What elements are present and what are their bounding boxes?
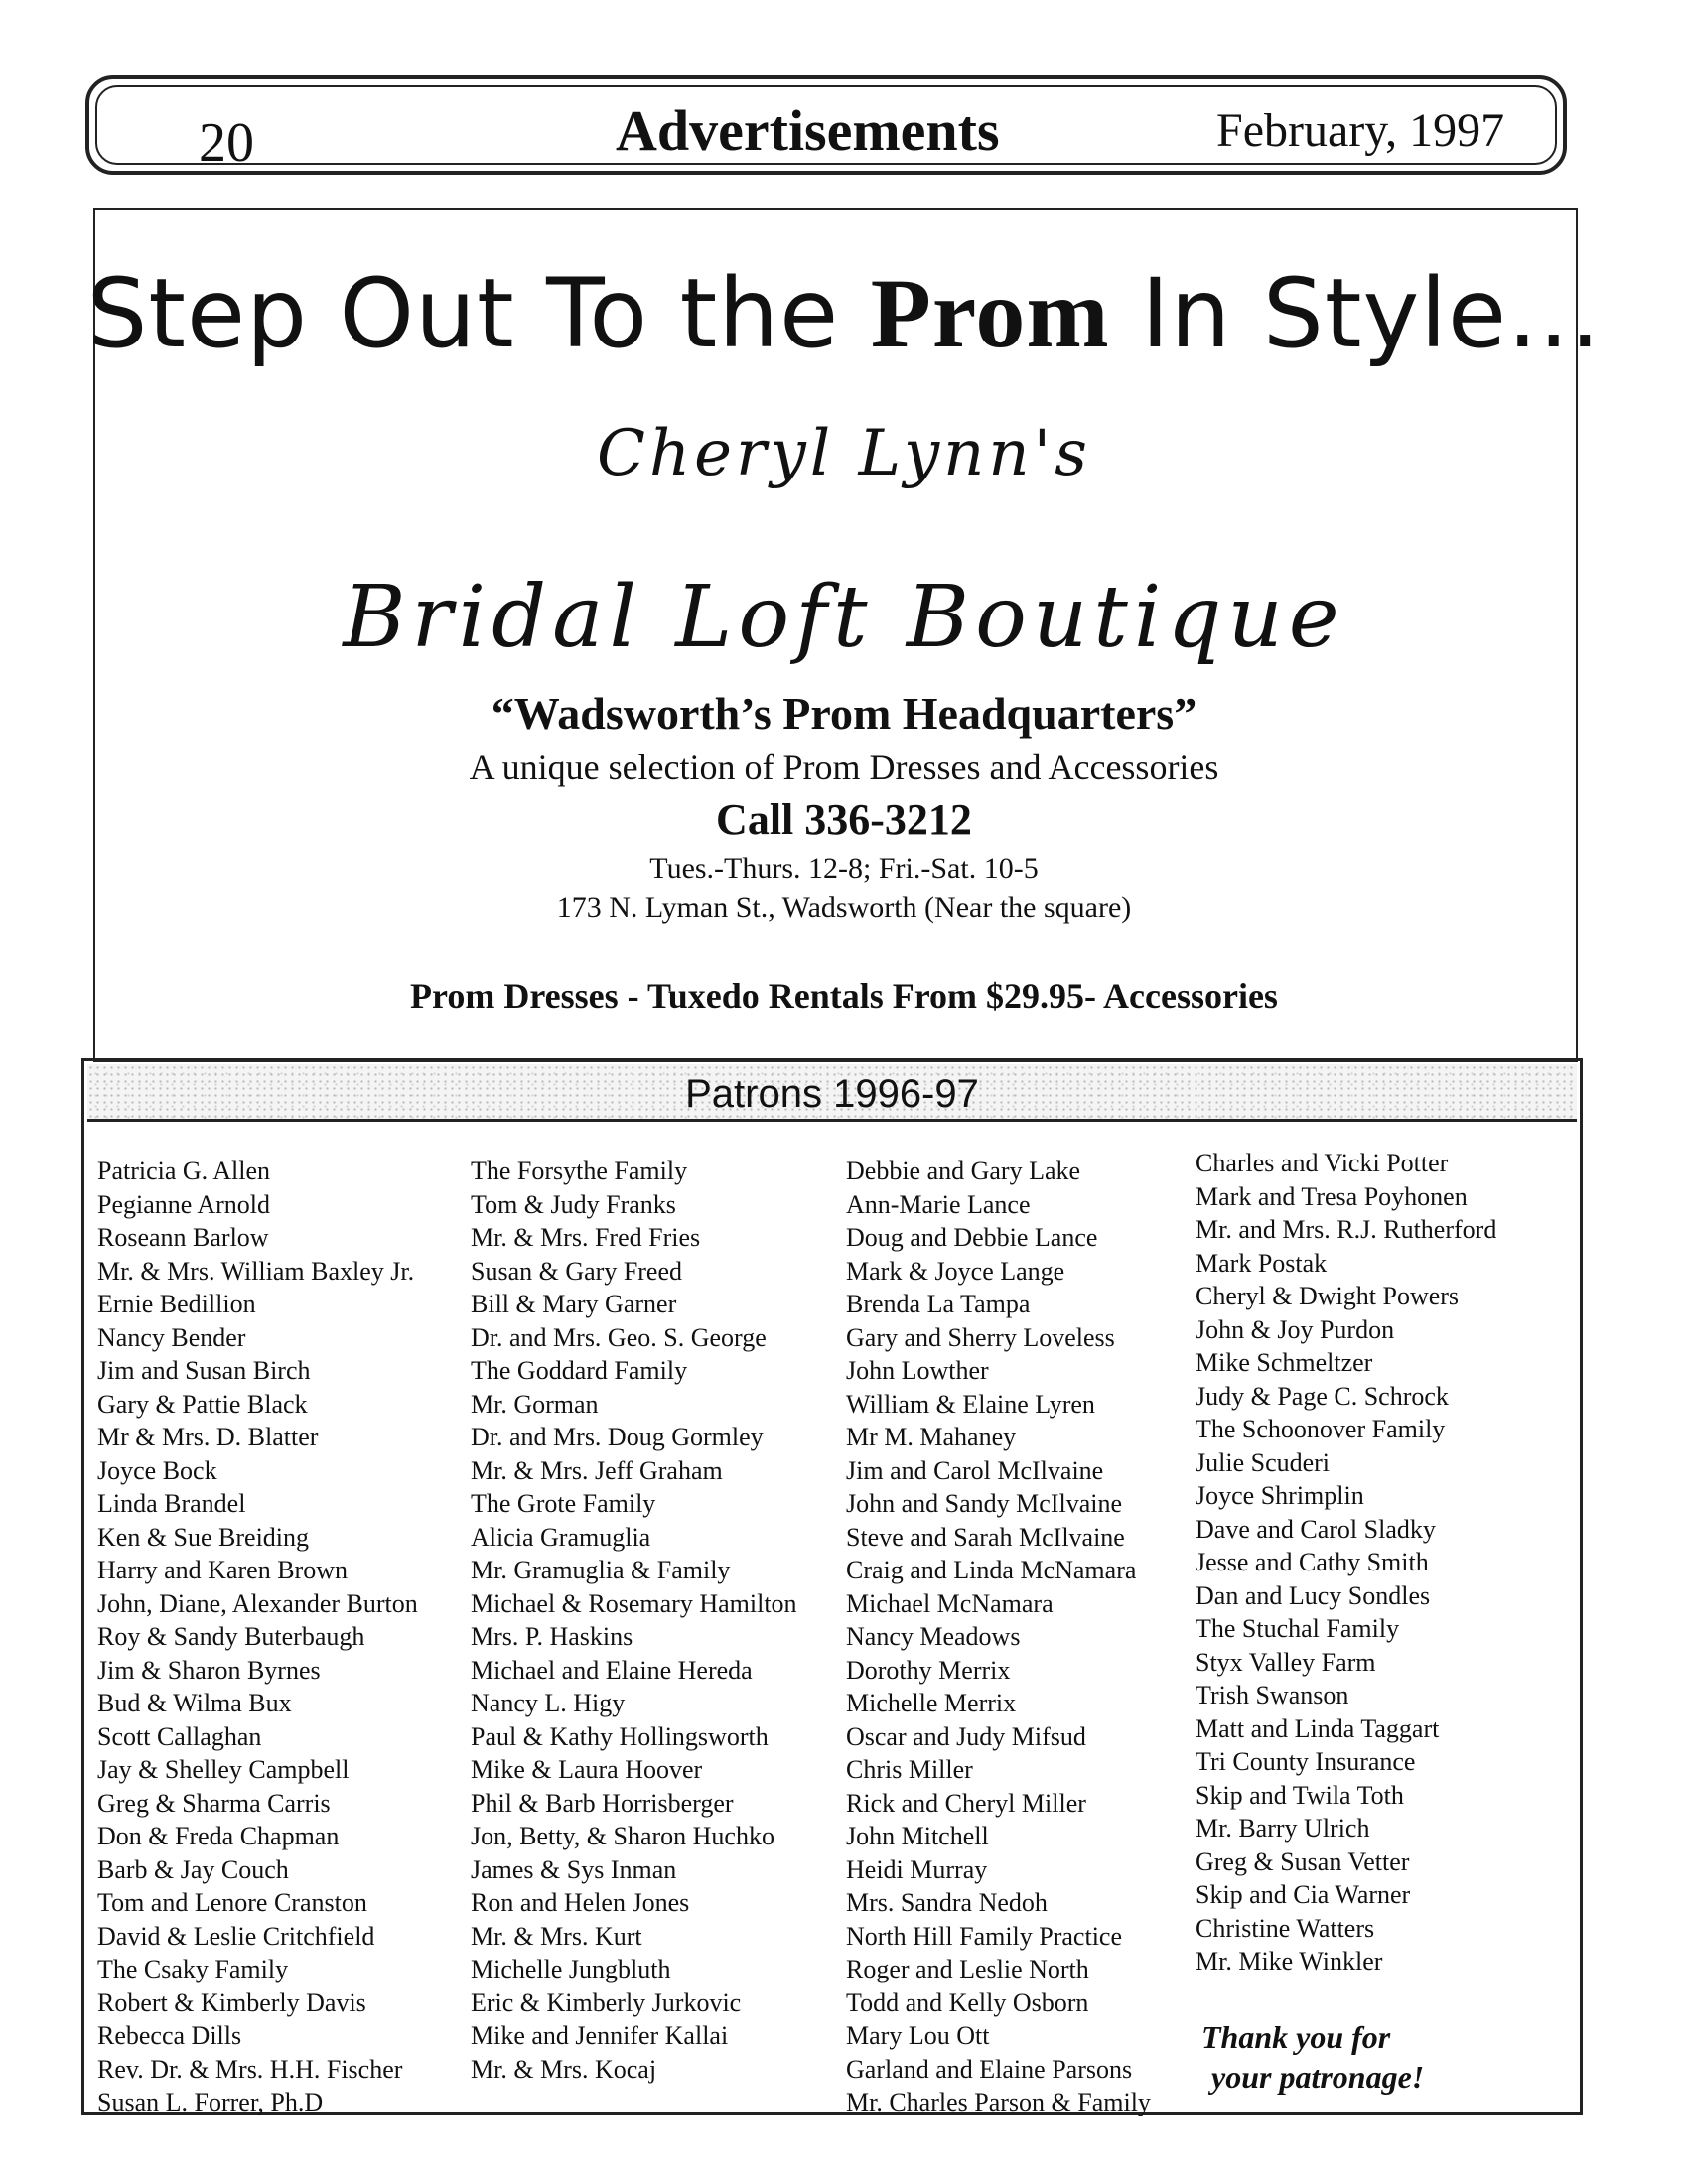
thank-you-line-2: your patronage!: [1211, 2059, 1425, 2095]
patron-name: Ron and Helen Jones: [471, 1888, 690, 1917]
patron-name: Dr. and Mrs. Geo. S. George: [471, 1322, 767, 1352]
patron-name: Mark Postak: [1196, 1248, 1328, 1278]
patron-name: Susan L. Forrer, Ph.D: [97, 2088, 324, 2116]
patron-name: Mr. & Mrs. Kurt: [471, 1921, 642, 1951]
patron-name: Mrs. P. Haskins: [471, 1622, 633, 1651]
ad-address: 173 N. Lyman St., Wadsworth (Near the square): [556, 891, 1132, 924]
patron-name: Dave and Carol Sladky: [1196, 1514, 1436, 1544]
patron-name: Don & Freda Chapman: [97, 1822, 340, 1850]
patron-name: Pegianne Arnold: [97, 1189, 271, 1219]
ad-phone: Call 336-3212: [716, 795, 972, 844]
patron-name: The Goddard Family: [471, 1356, 688, 1385]
patron-name: Greg & Sharma Carris: [97, 1788, 331, 1818]
ad-tagline: “Wadsworth’s Prom Headquarters”: [491, 688, 1197, 739]
patron-name: Nancy L. Higy: [471, 1689, 626, 1717]
patron-name: Mrs. Sandra Nedoh: [846, 1888, 1048, 1917]
patron-name: Skip and Cia Warner: [1196, 1880, 1411, 1909]
ad-hours: Tues.-Thurs. 12-8; Fri.-Sat. 10-5: [649, 852, 1039, 885]
patron-name: Greg & Susan Vetter: [1196, 1846, 1410, 1876]
patron-column-3: [846, 1155, 1151, 2119]
patron-name: Mr. & Mrs. Jeff Graham: [471, 1455, 723, 1485]
patron-column-1: [97, 1155, 418, 2119]
patron-name: Judy & Page C. Schrock: [1196, 1381, 1449, 1411]
patron-name: Roseann Barlow: [97, 1223, 269, 1252]
patron-name: Dorothy Merrix: [846, 1655, 1011, 1685]
patron-name: Paul & Kathy Hollingsworth: [471, 1721, 769, 1751]
patron-name: Tri County Insurance: [1196, 1747, 1416, 1776]
patron-name: Rick and Cheryl Miller: [846, 1788, 1086, 1818]
patron-name: North Hill Family Practice: [846, 1921, 1123, 1951]
patron-name: Roger and Leslie North: [846, 1955, 1089, 1983]
patron-name: Brenda La Tampa: [846, 1290, 1031, 1318]
patron-name: Skip and Twila Toth: [1196, 1780, 1404, 1810]
ad-headline-start: Step Out To the: [86, 258, 871, 369]
section-title: Advertisements: [616, 98, 1000, 163]
patron-name: Ken & Sue Breiding: [97, 1522, 310, 1552]
patron-name: Mr. Gramuglia & Family: [471, 1556, 731, 1584]
patron-name: Mr. and Mrs. R.J. Rutherford: [1196, 1215, 1497, 1244]
patron-name: Jim & Sharon Byrnes: [97, 1655, 321, 1685]
patron-name: John and Sandy McIlvaine: [846, 1489, 1123, 1518]
patron-name: Mark & Joyce Lange: [846, 1256, 1065, 1286]
patron-name: Harry and Karen Brown: [97, 1556, 348, 1584]
issue-date: February, 1997: [1216, 104, 1505, 157]
patron-name: Joyce Bock: [97, 1455, 217, 1485]
patron-name: Nancy Bender: [97, 1322, 246, 1352]
patron-name: Michael McNamara: [846, 1588, 1054, 1618]
patron-name: Mr. Mike Winkler: [1196, 1947, 1383, 1976]
patron-name: James & Sys Inman: [471, 1854, 677, 1884]
patron-name: The Grote Family: [471, 1489, 656, 1518]
patron-name: Heidi Murray: [846, 1854, 988, 1884]
patron-name: Rebecca Dills: [97, 2021, 242, 2050]
patron-name: John Mitchell: [846, 1822, 989, 1850]
patron-name: Debbie and Gary Lake: [846, 1157, 1081, 1185]
patron-name: Charles and Vicki Potter: [1196, 1149, 1449, 1177]
ad-headline-bold: Prom: [870, 258, 1110, 368]
patron-name: Michael & Rosemary Hamilton: [471, 1588, 797, 1618]
patron-name: Garland and Elaine Parsons: [846, 2054, 1133, 2084]
patron-name: Jesse and Cathy Smith: [1196, 1548, 1429, 1576]
patron-name: Nancy Meadows: [846, 1622, 1021, 1651]
patron-name: Joyce Shrimplin: [1196, 1481, 1364, 1510]
patron-name: Dr. and Mrs. Doug Gormley: [471, 1423, 764, 1451]
patron-name: Mr. Gorman: [471, 1389, 599, 1419]
patron-name: Patricia G. Allen: [97, 1157, 271, 1185]
patron-name: Matt and Linda Taggart: [1196, 1713, 1440, 1743]
patron-name: The Schoonover Family: [1196, 1415, 1446, 1443]
patron-name: Barb & Jay Couch: [97, 1854, 289, 1884]
patron-name: Dan and Lucy Sondles: [1196, 1580, 1431, 1610]
patron-name: David & Leslie Critchfield: [97, 1921, 375, 1951]
patron-name: The Csaky Family: [97, 1955, 289, 1983]
page-number: 20: [199, 112, 254, 174]
patron-name: Phil & Barb Horrisberger: [471, 1788, 734, 1818]
patron-column-2: [471, 1155, 797, 2086]
patron-name: Eric & Kimberly Jurkovic: [471, 1987, 742, 2017]
patron-name: Cheryl & Dwight Powers: [1196, 1282, 1460, 1310]
patron-name: Mark and Tresa Poyhonen: [1196, 1181, 1468, 1211]
patron-name: Craig and Linda McNamara: [846, 1556, 1137, 1584]
patron-name: Michelle Jungbluth: [471, 1955, 671, 1983]
patron-name: Trish Swanson: [1196, 1681, 1349, 1709]
patron-name: Scott Callaghan: [97, 1721, 262, 1751]
patron-name: Robert & Kimberly Davis: [97, 1987, 366, 2017]
patron-name: Bud & Wilma Bux: [97, 1689, 292, 1717]
patron-name: Tom and Lenore Cranston: [97, 1888, 367, 1917]
patron-name: Mr M. Mahaney: [846, 1423, 1017, 1451]
patron-name: William & Elaine Lyren: [846, 1389, 1095, 1419]
patron-name: Jay & Shelley Campbell: [97, 1755, 350, 1784]
patron-name: Alicia Gramuglia: [471, 1522, 651, 1552]
patron-name: Ann-Marie Lance: [846, 1189, 1031, 1219]
patron-name: Steve and Sarah McIlvaine: [846, 1522, 1125, 1552]
patron-name: John, Diane, Alexander Burton: [97, 1588, 418, 1618]
patron-name: Doug and Debbie Lance: [846, 1223, 1098, 1252]
patron-name: Gary and Sherry Loveless: [846, 1322, 1115, 1352]
thank-you-note: [1201, 2017, 1424, 2097]
patron-name: Mr. Barry Ulrich: [1196, 1814, 1370, 1843]
ad-headline: [0, 256, 1688, 370]
patron-name: Tom & Judy Franks: [471, 1189, 676, 1219]
patron-name: Jon, Betty, & Sharon Huchko: [471, 1822, 774, 1850]
patron-name: Michael and Elaine Hereda: [471, 1655, 753, 1685]
ad-description: A unique selection of Prom Dresses and Accessories: [469, 748, 1219, 787]
patron-name: Julie Scuderi: [1196, 1447, 1331, 1477]
patron-name: Jim and Susan Birch: [97, 1356, 311, 1385]
thank-you-line-1: Thank you for: [1201, 2019, 1391, 2055]
patron-name: Mr. Charles Parson & Family: [846, 2088, 1151, 2116]
patron-name: The Stuchal Family: [1196, 1614, 1400, 1643]
patron-name: Susan & Gary Freed: [471, 1256, 683, 1286]
patron-name: Mike Schmeltzer: [1196, 1348, 1373, 1377]
patron-name: John Lowther: [846, 1356, 989, 1385]
patron-name: Rev. Dr. & Mrs. H.H. Fischer: [97, 2054, 403, 2084]
patron-name: John & Joy Purdon: [1196, 1314, 1395, 1344]
patron-name: Bill & Mary Garner: [471, 1290, 677, 1318]
patron-name: Chris Miller: [846, 1755, 973, 1784]
ad-headline-end: In Style...: [1109, 258, 1602, 369]
patron-name: Styx Valley Farm: [1196, 1647, 1376, 1677]
patron-name: Mr. & Mrs. Fred Fries: [471, 1223, 701, 1252]
ad-footer: Prom Dresses - Tuxedo Rentals From $29.95- Accessories: [410, 976, 1278, 1016]
patron-name: Mary Lou Ott: [846, 2021, 990, 2050]
patron-name: Mr. & Mrs. Kocaj: [471, 2054, 657, 2084]
patron-name: Oscar and Judy Mifsud: [846, 1721, 1086, 1751]
patron-name: Ernie Bedillion: [97, 1290, 256, 1318]
patron-name: Mr & Mrs. D. Blatter: [97, 1423, 319, 1451]
ad-script-business: Bridal Loft Boutique: [343, 568, 1345, 667]
patron-name: Gary & Pattie Black: [97, 1389, 308, 1419]
patron-name: Michelle Merrix: [846, 1689, 1017, 1717]
ad-script-owner: Cheryl Lynn's: [596, 417, 1092, 490]
patron-name: Christine Watters: [1196, 1913, 1375, 1943]
patron-name: Mike & Laura Hoover: [471, 1755, 703, 1784]
patron-name: Todd and Kelly Osborn: [846, 1987, 1089, 2017]
patron-name: Roy & Sandy Buterbaugh: [97, 1622, 365, 1651]
patron-name: Jim and Carol McIlvaine: [846, 1455, 1104, 1485]
patron-name: Mike and Jennifer Kallai: [471, 2021, 729, 2050]
patrons-title: Patrons 1996-97: [685, 1072, 979, 1116]
patron-name: Linda Brandel: [97, 1489, 246, 1518]
patron-name: Mr. & Mrs. William Baxley Jr.: [97, 1256, 415, 1286]
patron-column-4: [1196, 1147, 1496, 1979]
patron-name: The Forsythe Family: [471, 1157, 688, 1185]
